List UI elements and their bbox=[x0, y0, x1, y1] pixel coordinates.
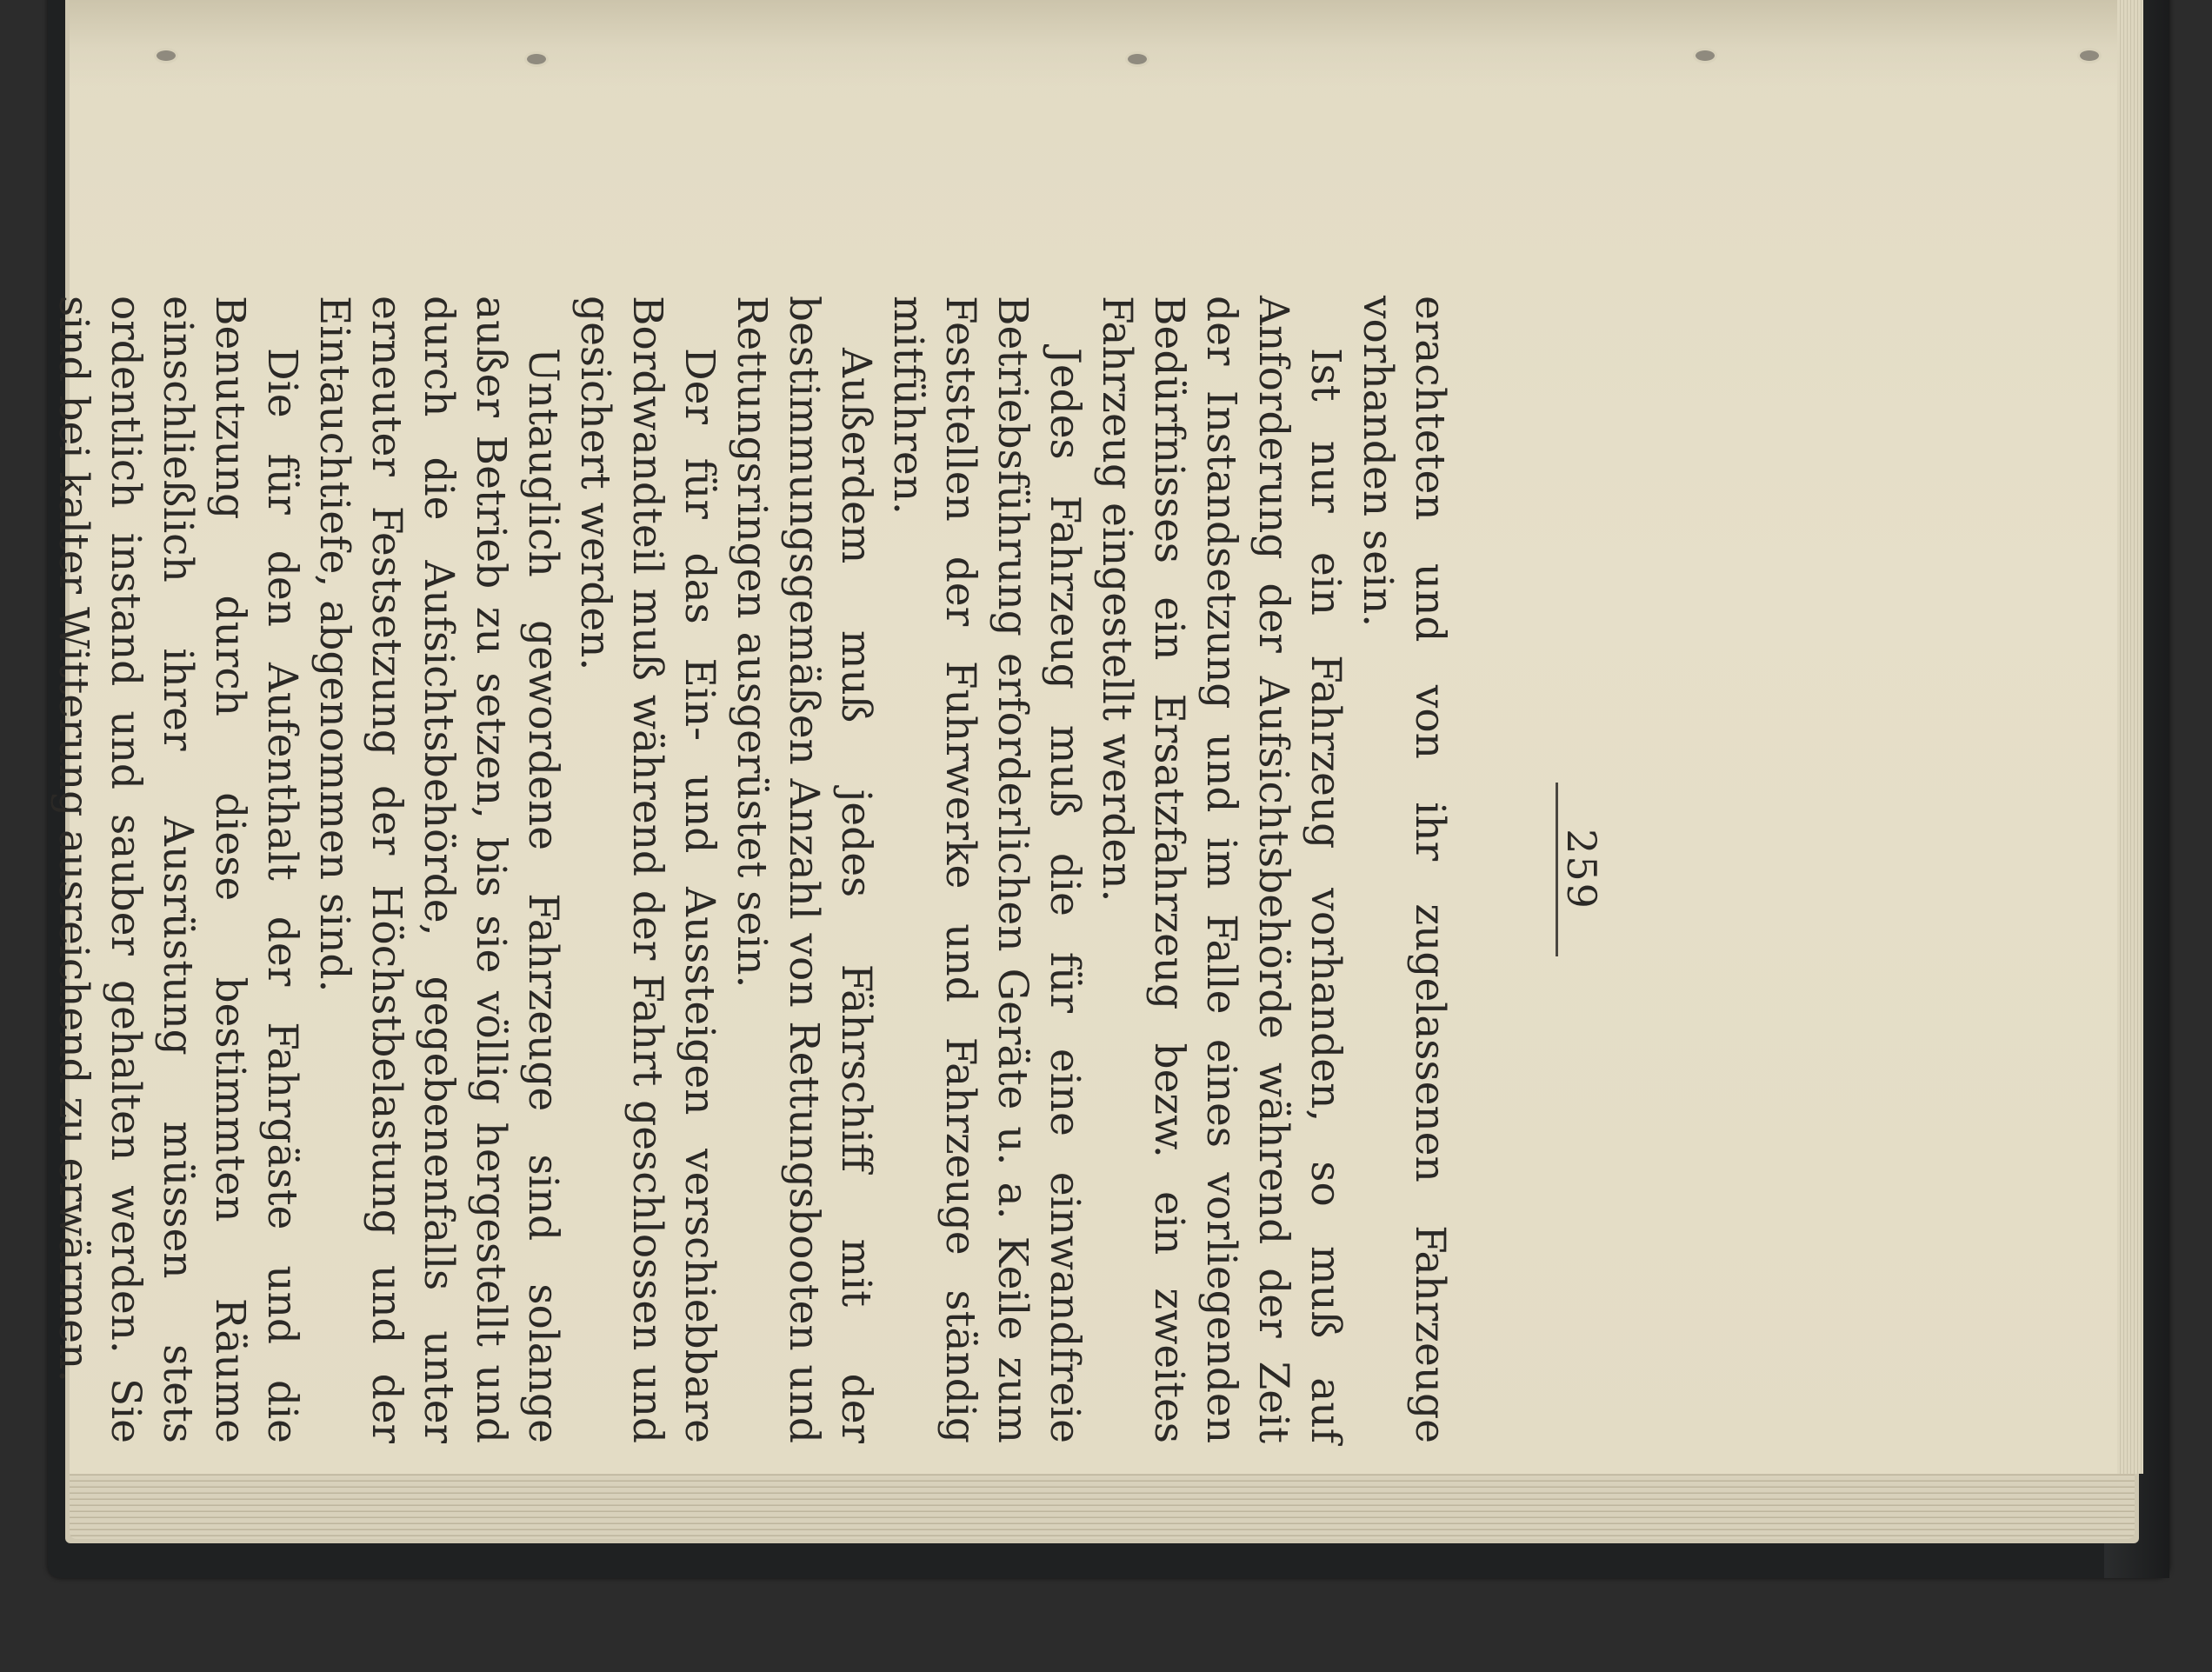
paragraph-1: erachteten und von ihr zugelassenen Fahrzeuge vorhanden sein. bbox=[1354, 296, 1454, 1443]
paragraph-7: Die für den Aufenthalt der Fahrgäste und die Benutzung durch diese bestimmten Räume einschließlich ihrer Ausrüstung müssen stets ordentlich instand und sauber gehalten werden. Sie sind bei kalter Witterung ausreichend zu erwärmen. bbox=[50, 296, 306, 1443]
paragraph-6: Untauglich gewordene Fahrzeuge sind solange außer Betrieb zu setzen, bis sie völlig hergestellt und durch die Aufsichtsbehörde, gegebenenfalls unter erneuter Festsetzung der Höchstbelastung und der Eintauchtiefe, abgenommen sind. bbox=[310, 296, 567, 1443]
page-number-rule bbox=[1556, 783, 1558, 956]
paragraph-3: Jedes Fahrzeug muß die für eine einwandfreie Betriebsführung erforderlichen Geräte u. a. Keile zum Feststellen der Fuhrwerke und Fahrzeuge ständig mitführen. bbox=[884, 296, 1089, 1443]
paragraph-4: Außerdem muß jedes Fährschiff mit der bestimmungsgemäßen Anzahl von Rettungsbooten und Rettungsringen ausgerüstet sein. bbox=[728, 296, 880, 1443]
page-number: 259 bbox=[1558, 829, 1605, 910]
paragraph-2: Ist nur ein Fahrzeug vorhanden, so muß auf Anforderung der Aufsichtsbehörde während der Zeit der Instandsetzung und im Falle eines vorliegenden Bedürfnisses ein Ersatzfahrzeug bezw. ein zweites Fahrzeug eingestellt werden. bbox=[1093, 296, 1349, 1443]
page-text-block bbox=[0, 296, 1605, 1443]
paragraph-5: Der für das Ein- und Aussteigen verschiebbare Bordwandteil muß während der Fahrt geschlossen und gesichert werden. bbox=[571, 296, 723, 1443]
